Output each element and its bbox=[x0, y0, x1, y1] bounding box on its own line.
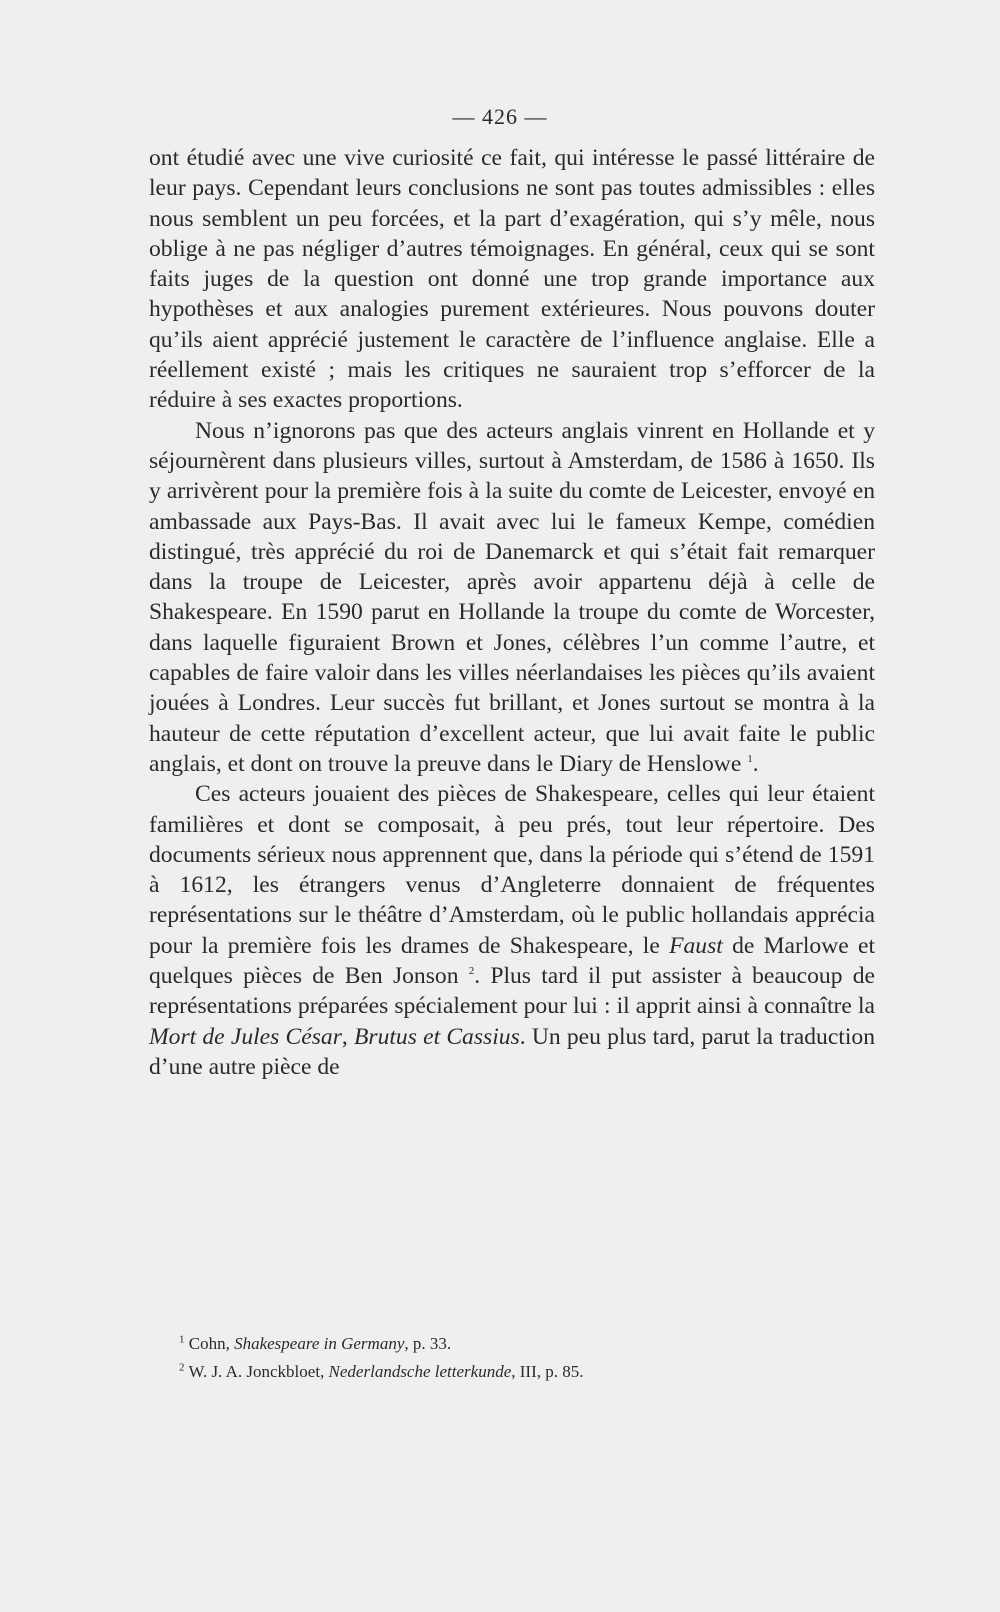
footnote-2-rest: , III, p. 85. bbox=[511, 1362, 584, 1381]
paragraph-3-text-a: Ces acteurs jouaient des pièces de Shakespeare, celles qui leur étaient familières et dont se composait, à peu prés, tout leur répertoire. Des documents sérieux nous apprennent que, dans la période qui s’étend de 1591 à 1612, les étrangers venus d’Angleterre donnaient de fréquentes représentations sur le théâtre d’Amsterdam, où le public hollandais apprécia pour la première fois les drames de Shakespeare, le bbox=[149, 781, 875, 959]
footnote-ref-2: 2 bbox=[468, 965, 475, 978]
footnote-2-author: W. J. A. Jonckbloet, bbox=[188, 1362, 329, 1381]
footnote-1 bbox=[149, 1330, 875, 1358]
footnote-2-title: Nederlandsche letterkunde bbox=[328, 1362, 512, 1381]
footnote-2 bbox=[149, 1358, 875, 1386]
paragraph-3-text-b: de Marlowe et quelques pièces de Ben Jonson bbox=[149, 932, 876, 990]
paragraph-3 bbox=[149, 779, 875, 1082]
paragraph-2 bbox=[149, 416, 875, 780]
paragraph-1: ont étudié avec une vive curiosité ce fait, qui intéresse le passé littéraire de leur pays. Cependant leurs conclusions ne sont pas toutes admissibles : elles nous semblent un peu forcées, et la part d’exagération, qui s’y mêle, nous oblige à ne pas négliger d’autres témoignages. En général, ceux qui se sont faits juges de la question ont donné une trop grande importance aux hypothèses et aux analogies purement extérieures. Nous pouvons douter qu’ils aient apprécié justement le caractère de l’influence anglaise. Elle a réellement existé ; mais les critiques ne sauraient trop s’efforcer de la réduire à ses exactes proportions. bbox=[149, 145, 875, 414]
footnote-1-rest: , p. 33. bbox=[404, 1334, 452, 1353]
title-faust: Faust bbox=[669, 932, 723, 959]
page-number: — 426 — bbox=[452, 104, 548, 129]
paragraph-2-end: . bbox=[752, 750, 759, 777]
title-mort-de-jules-cesar: Mort de Jules César bbox=[149, 1023, 342, 1050]
paragraph-3-text-d: , bbox=[341, 1023, 354, 1050]
footnote-1-mark: 1 bbox=[179, 1333, 185, 1346]
footnotes bbox=[149, 1330, 875, 1386]
paragraph-2-text: Nous n’ignorons pas que des acteurs anglais vinrent en Hollande et y séjournèrent dans plusieurs villes, surtout à Amsterdam, de 1586 à 1650. Ils y arrivèrent pour la première fois à la suite du comte de Leicester, envoyé en ambassade aux Pays-Bas. Il avait avec lui le fameux Kempe, comédien distingué, très apprécié du roi de Danemarck et qui s’était fait remarquer dans la troupe de Leicester, après avoir appartenu déjà à celle de Shakespeare. En 1590 parut en Hollande la troupe du comte de Worcester, dans laquelle figuraient Brown et Jones, célèbres l’un comme l’autre, et capables de faire valoir dans les villes néerlandaises les pièces qu’ils avaient jouées à Londres. Leur succès fut brillant, et Jones surtout se montra à la hauteur de cette réputation d’excellent acteur, que lui avait faite le public anglais, et dont on trouve la preuve dans le Diary de Henslowe bbox=[149, 417, 875, 777]
footnote-1-title: Shakespeare in Germany bbox=[234, 1334, 405, 1353]
body-text bbox=[149, 143, 875, 1082]
footnote-ref-1: 1 bbox=[747, 753, 753, 766]
paragraph-3-text-c: . Plus tard il put assister à beaucoup de représentations préparées spécialement pour lui : il apprit ainsi à connaître la bbox=[149, 963, 876, 1020]
footnote-1-author: Cohn, bbox=[188, 1334, 235, 1353]
footnote-2-mark: 2 bbox=[179, 1361, 185, 1374]
paragraph-3-text-e: . Un peu plus tard, parut la traduction d’une autre pièce de bbox=[149, 1023, 875, 1080]
title-brutus-et-cassius: Brutus et Cassius bbox=[353, 1023, 520, 1050]
